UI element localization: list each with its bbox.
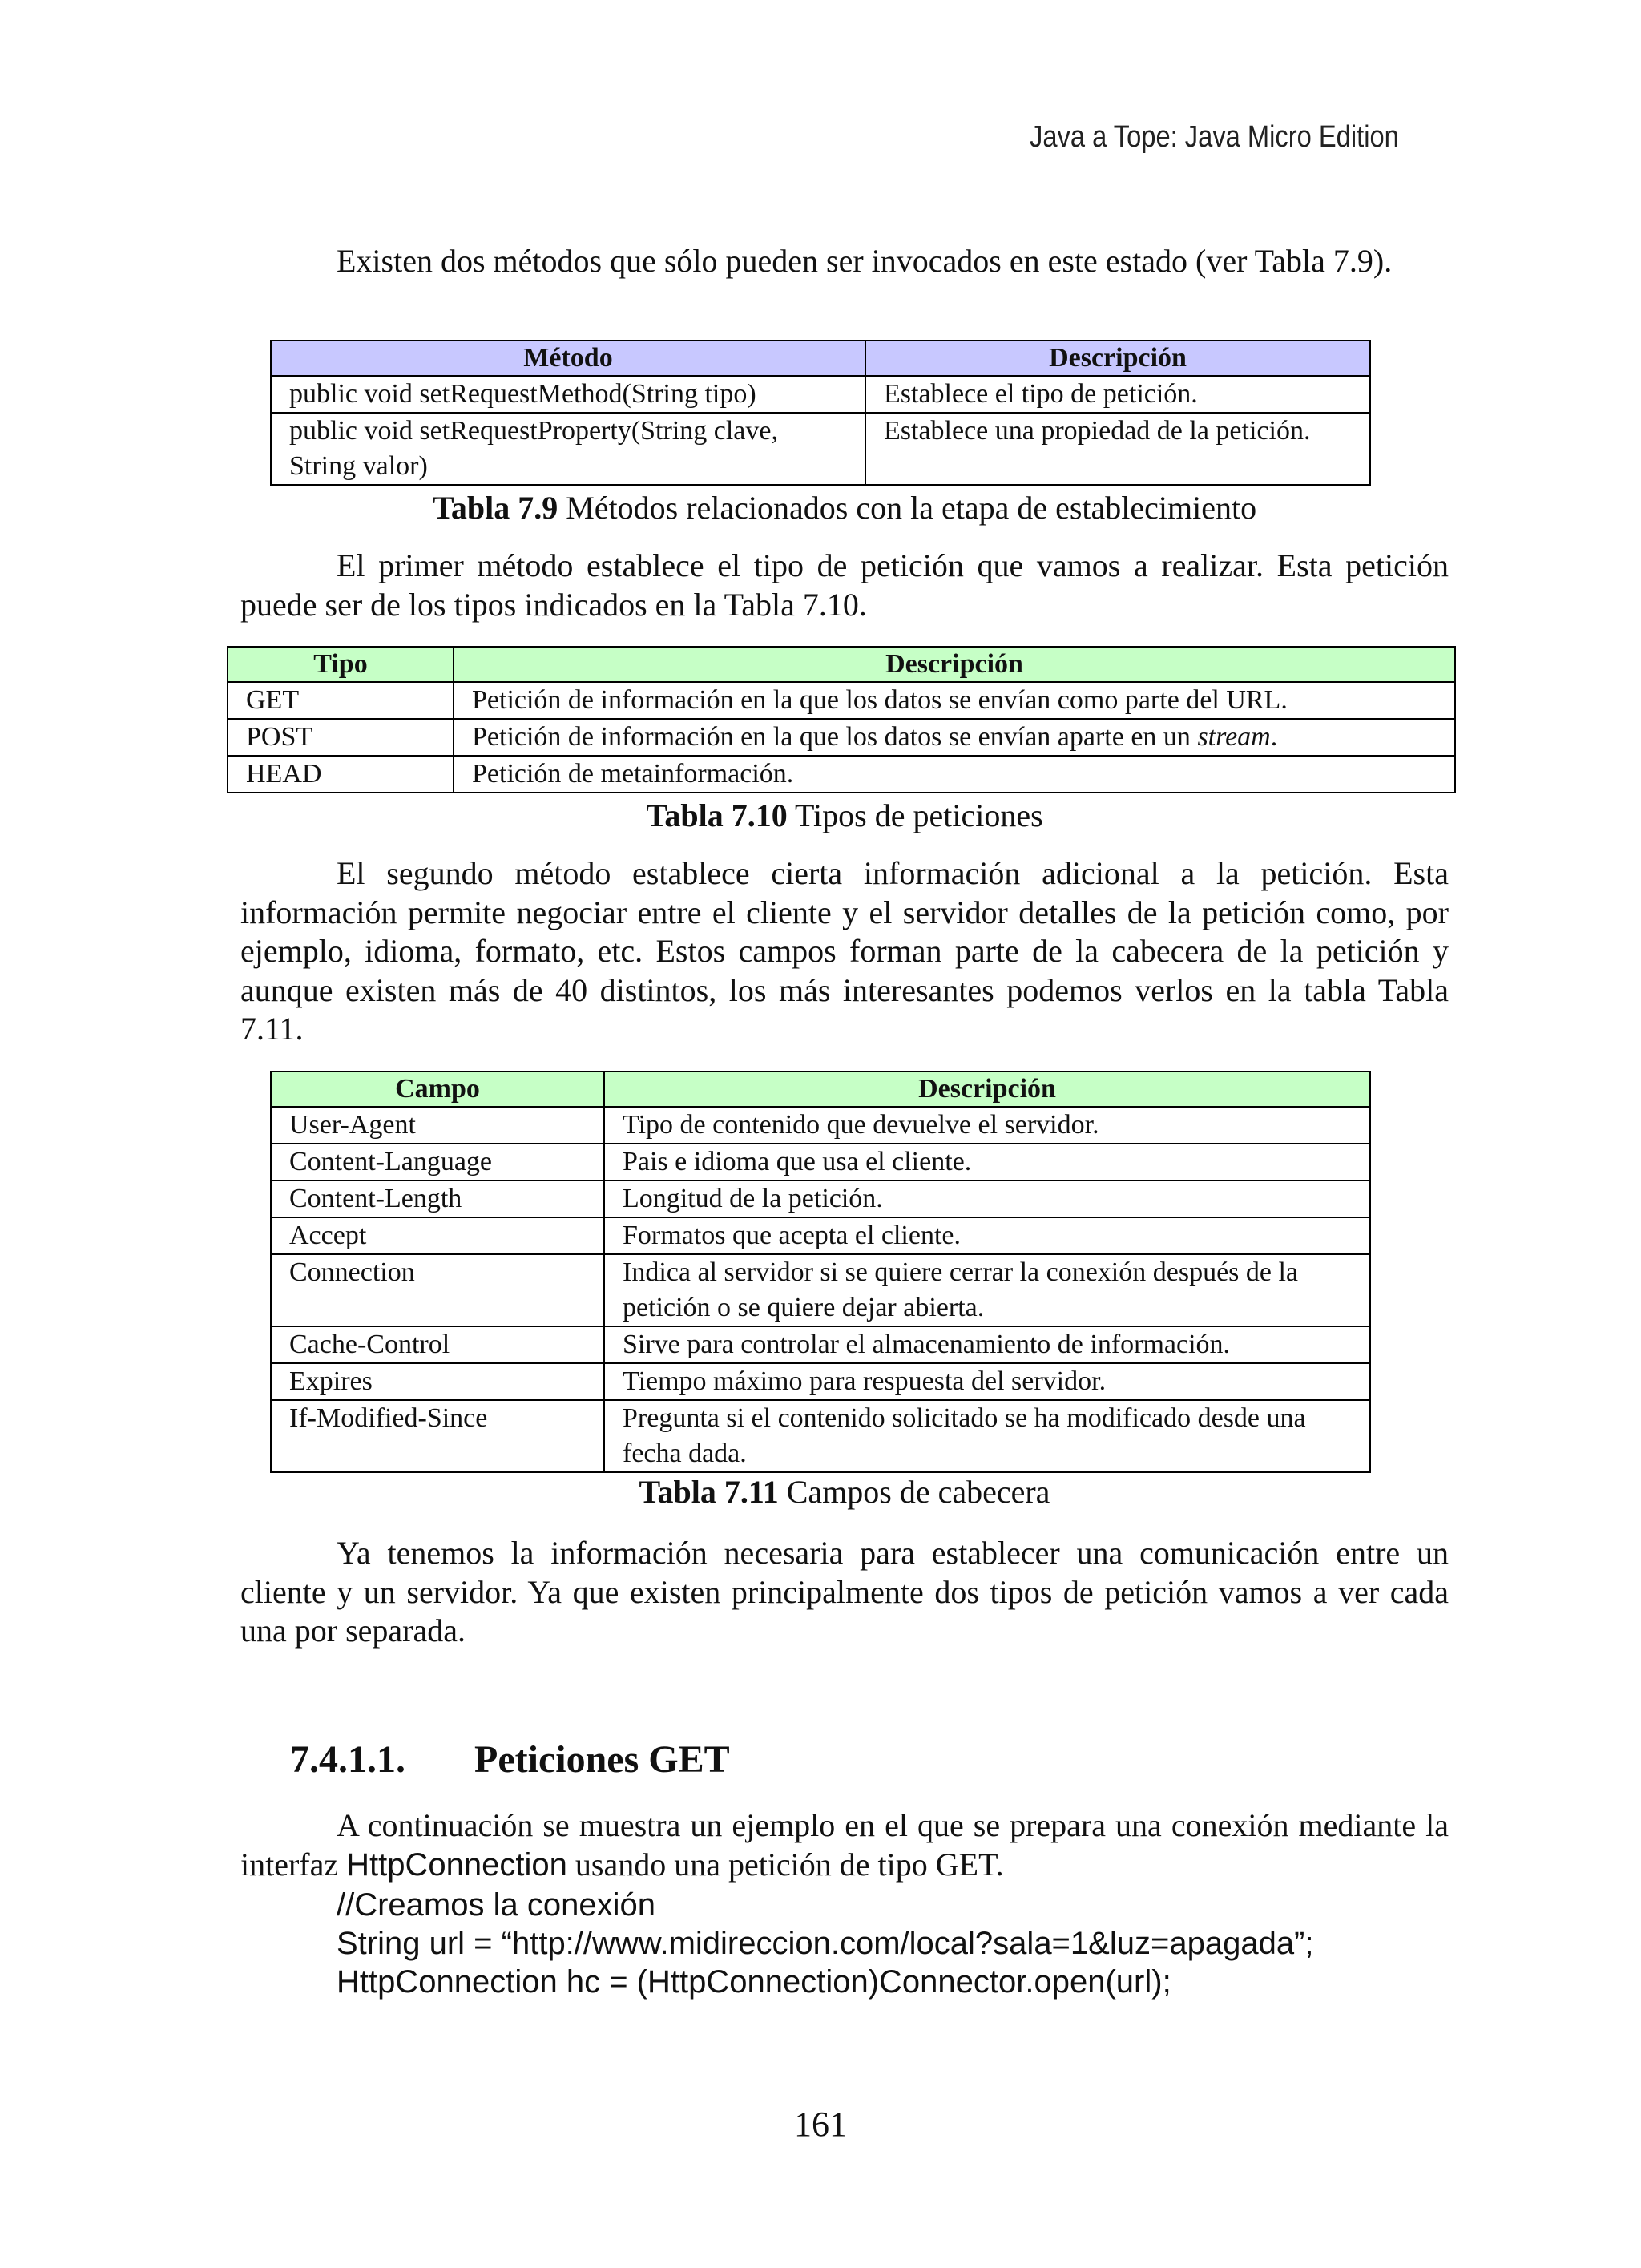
table-cell: Accept: [271, 1217, 604, 1254]
paragraph-intro-text: Existen dos métodos que sólo pueden ser invocados en este estado (ver Tabla 7.9).: [337, 243, 1393, 279]
section-title: Peticiones GET: [474, 1738, 730, 1781]
table-cell: Longitud de la petición.: [604, 1180, 1370, 1217]
table-row: [228, 682, 1455, 719]
table-cell: [454, 719, 1455, 756]
table-header-cell: Tipo: [228, 647, 454, 682]
table-cell: public void setRequestMethod(String tipo): [271, 376, 865, 413]
table-cell: Petición de metainformación.: [454, 756, 1455, 793]
paragraph-header-fields: [240, 854, 1449, 1049]
code-line: HttpConnection hc = (HttpConnection)Connector.open(url);: [337, 1964, 1171, 2000]
paragraph-get-example: [240, 1806, 1449, 1884]
table-header-cell: Campo: [271, 1071, 604, 1107]
table-row: [271, 1400, 1370, 1472]
table-row: [271, 1107, 1370, 1144]
table-row: [271, 1363, 1370, 1400]
table-cell: Pais e idioma que usa el cliente.: [604, 1144, 1370, 1180]
cell-text: .: [1270, 722, 1278, 752]
table-cell: User-Agent: [271, 1107, 604, 1144]
table-header-row: [228, 647, 1455, 682]
table-row: [271, 376, 1370, 413]
paragraph-text: usando una petición de tipo GET.: [566, 1846, 1004, 1883]
code-line: String url = “http://www.midireccion.com/local?sala=1&luz=apagada”;: [337, 1926, 1314, 1961]
table-cell: Establece una propiedad de la petición.: [865, 413, 1370, 485]
paragraph-header-fields-text: El segundo método establece cierta información adicional a la petición. Esta información permite negociar entre el cliente y el servidor detalles de la petición como, por ejemplo, idioma, formato, etc. Estos campos forman parte de la cabecera de la petición y aunque existen más de 40 distintos, los más interesantes podemos verlos en la tabla Tabla 7.11.: [240, 855, 1449, 1047]
table-cell: Tipo de contenido que devuelve el servidor.: [604, 1107, 1370, 1144]
paragraph-intro: [240, 242, 1449, 281]
caption-text: Tipos de peticiones: [787, 797, 1043, 833]
table-7-11: [270, 1071, 1371, 1473]
table-header-row: [271, 1071, 1370, 1107]
table-caption-7-9: [240, 489, 1449, 527]
table-caption-7-10: [240, 797, 1449, 835]
table-row: [271, 1326, 1370, 1363]
section-heading: [290, 1737, 730, 1782]
table-cell: GET: [228, 682, 454, 719]
table-row: [271, 1144, 1370, 1180]
table-cell: public void setRequestProperty(String clave, String valor): [271, 413, 865, 485]
table-header-cell: Descripción: [454, 647, 1455, 682]
table-header-cell: Descripción: [865, 341, 1370, 376]
section-number: 7.4.1.1.: [290, 1738, 405, 1781]
paragraph-method-types: [240, 547, 1449, 624]
caption-label: Tabla 7.11: [639, 1474, 779, 1510]
table-cell: Content-Length: [271, 1180, 604, 1217]
cell-italic-text: stream: [1197, 722, 1271, 752]
inline-code: HttpConnection: [346, 1846, 567, 1883]
table-header-row: [271, 341, 1370, 376]
table-row: [228, 719, 1455, 756]
paragraph-method-types-text: El primer método establece el tipo de petición que vamos a realizar. Esta petición puede ser de los tipos indicados en la Tabla 7.10.: [240, 547, 1449, 623]
table-header-cell: Descripción: [604, 1071, 1370, 1107]
table-cell: Formatos que acepta el cliente.: [604, 1217, 1370, 1254]
table-caption-7-11: [240, 1473, 1449, 1511]
table-row: [228, 756, 1455, 793]
table-cell: Sirve para controlar el almacenamiento de información.: [604, 1326, 1370, 1363]
table-cell: Indica al servidor si se quiere cerrar la conexión después de la petición o se quiere dejar abierta.: [604, 1254, 1370, 1326]
table-cell: Cache-Control: [271, 1326, 604, 1363]
table-7-10: [227, 646, 1456, 793]
caption-label: Tabla 7.10: [646, 797, 788, 833]
table-cell: Expires: [271, 1363, 604, 1400]
table-cell: Connection: [271, 1254, 604, 1326]
table-cell: Pregunta si el contenido solicitado se ha modificado desde una fecha dada.: [604, 1400, 1370, 1472]
page-number: 161: [794, 2105, 847, 2144]
paragraph-text: A continuación se muestra un ejemplo en el que se prepara una conexión mediante la interfaz: [240, 1807, 1449, 1883]
table-cell: If-Modified-Since: [271, 1400, 604, 1472]
table-cell: POST: [228, 719, 454, 756]
table-cell: Petición de información en la que los datos se envían como parte del URL.: [454, 682, 1455, 719]
code-line: //Creamos la conexión: [337, 1887, 655, 1923]
table-row: [271, 1217, 1370, 1254]
table-header-cell: Método: [271, 341, 865, 376]
table-cell: Tiempo máximo para respuesta del servidor.: [604, 1363, 1370, 1400]
table-row: [271, 1180, 1370, 1217]
table-cell: HEAD: [228, 756, 454, 793]
table-cell: Content-Language: [271, 1144, 604, 1180]
caption-text: Campos de cabecera: [778, 1474, 1050, 1510]
table-row: [271, 413, 1370, 485]
running-header: Java a Tope: Java Micro Edition: [1030, 120, 1399, 154]
cell-text: Petición de información en la que los datos se envían aparte en un: [472, 722, 1198, 752]
caption-text: Métodos relacionados con la etapa de establecimiento: [558, 490, 1257, 526]
table-cell: Establece el tipo de petición.: [865, 376, 1370, 413]
caption-label: Tabla 7.9: [432, 490, 558, 526]
paragraph-summary-text: Ya tenemos la información necesaria para establecer una comunicación entre un cliente y un servidor. Ya que existen principalmente dos tipos de petición vamos a ver cada una por separada.: [240, 1535, 1449, 1649]
table-row: [271, 1254, 1370, 1326]
table-7-9: [270, 340, 1371, 486]
paragraph-summary: [240, 1534, 1449, 1651]
